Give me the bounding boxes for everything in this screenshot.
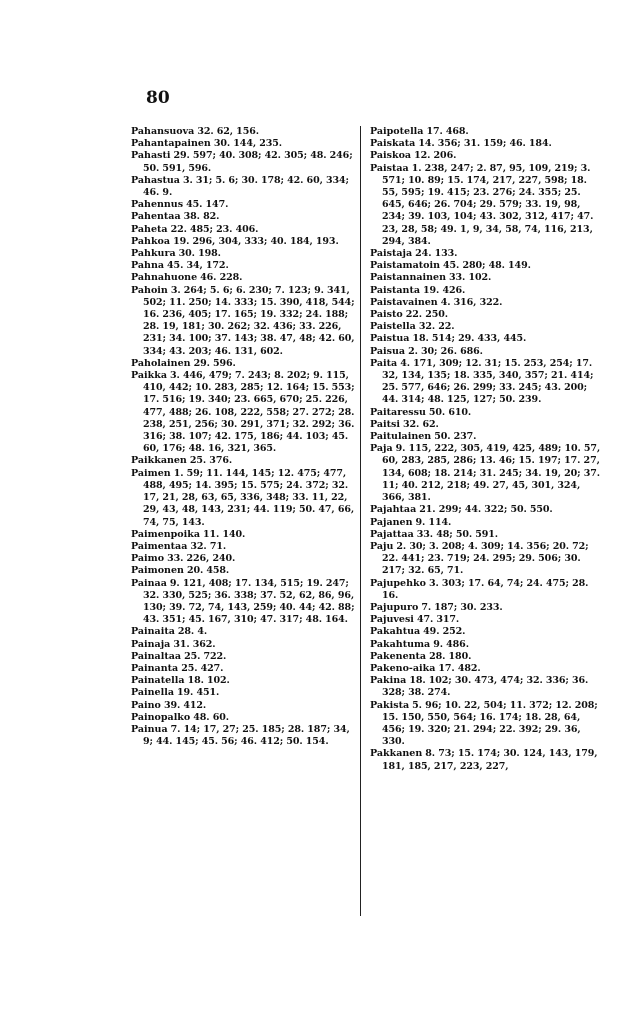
- index-entry: [370, 126, 602, 138]
- index-references: 1. 238, 247; 2. 87, 95, 109, 219; 3. 571; 10. 89; 15. 174, 217, 227, 598; 18. 55, 595; 19. 415; 23. 276; 24. 355; 25. 645, 646; 26. 704; 29. 579; 33. 19, 98, 234; 39. 103, 104; 43. 302, 312, 417; 47. 23, 28, 58; 49. 1, 9, 34, 58, 74, 116, 213, 294, 384.: [382, 162, 594, 247]
- index-references: 20. 458.: [186, 565, 230, 577]
- index-entry: [370, 346, 602, 358]
- index-entry: [370, 663, 602, 675]
- index-entry: [370, 333, 602, 345]
- index-headword: Pahkura: [131, 248, 176, 260]
- index-entry: [370, 138, 602, 150]
- index-headword: Paiskoa: [370, 150, 412, 162]
- index-headword: Pakista: [370, 699, 410, 711]
- index-headword: Paistamatoin: [370, 260, 440, 272]
- index-references: 32. 62, 156.: [197, 126, 259, 137]
- index-headword: Paju: [370, 540, 394, 552]
- index-entry: [370, 285, 602, 297]
- index-entry: [131, 358, 356, 370]
- index-headword: Paistaa: [370, 162, 409, 174]
- index-entry: [131, 651, 356, 663]
- index-headword: Paimenpoika: [131, 528, 200, 540]
- index-headword: Pahentaa: [131, 211, 181, 223]
- index-references: 29. 597; 40. 308; 42. 305; 48. 246; 50. 591, 596.: [143, 150, 353, 174]
- index-entry: [370, 748, 602, 772]
- index-headword: Painopalko: [131, 711, 191, 723]
- index-headword: Paita: [370, 357, 398, 369]
- index-references: 5. 96; 10. 22, 504; 11. 372; 12. 208; 15. 150, 550, 564; 16. 174; 18. 28, 64, 456; 19. 320; 21. 294; 22. 392; 29. 36, 330.: [382, 699, 598, 748]
- index-entry: [370, 407, 602, 419]
- index-references: 31. 362.: [173, 638, 216, 650]
- index-references: 48. 60.: [193, 711, 229, 723]
- index-references: 25. 427.: [181, 662, 224, 674]
- index-entry: [370, 443, 602, 504]
- index-references: 25. 376.: [189, 455, 233, 467]
- index-headword: Paimo: [131, 553, 165, 565]
- index-headword: Paja: [370, 443, 393, 455]
- index-entry: [370, 260, 602, 272]
- index-entry: [131, 272, 356, 284]
- index-entry: [131, 687, 356, 699]
- index-entry: [131, 370, 356, 455]
- index-entry: [131, 712, 356, 724]
- index-references: 3. 303; 17. 64, 74; 24. 475; 28. 16.: [382, 577, 589, 601]
- index-references: 32. 22.: [418, 321, 455, 333]
- index-headword: Pahasti: [131, 150, 171, 162]
- index-headword: Pajattaa: [370, 528, 414, 540]
- index-entry: [131, 675, 356, 687]
- index-references: 32. 62.: [403, 418, 439, 430]
- index-headword: Pakkanen: [370, 748, 423, 760]
- index-entry: [370, 602, 602, 614]
- index-headword: Paiskata: [370, 138, 416, 150]
- index-entry: [370, 675, 602, 699]
- index-entry: [131, 700, 356, 712]
- index-references: 25. 722.: [184, 650, 227, 662]
- index-references: 33. 102.: [449, 272, 492, 284]
- index-references: 19. 451.: [177, 687, 220, 699]
- index-entry: [131, 150, 356, 174]
- index-references: 11. 140.: [203, 528, 246, 540]
- index-headword: Painua: [131, 723, 168, 735]
- index-references: 19. 426.: [423, 284, 466, 296]
- index-entry: [370, 150, 602, 162]
- index-headword: Paisua: [370, 345, 406, 357]
- index-entry: [370, 321, 602, 333]
- index-entry: [370, 626, 602, 638]
- index-headword: Paitsi: [370, 418, 400, 430]
- index-entry: [131, 639, 356, 651]
- index-references: 47. 317.: [416, 614, 460, 626]
- index-entry: [131, 138, 356, 150]
- index-entry: [131, 248, 356, 260]
- index-column-right: [370, 126, 602, 773]
- index-references: 38. 82.: [183, 211, 220, 223]
- index-entry: [131, 199, 356, 211]
- index-entry: [131, 236, 356, 248]
- index-references: 18. 514; 29. 433, 445.: [412, 333, 527, 345]
- index-headword: Pahennus: [131, 199, 184, 211]
- index-entry: [370, 309, 602, 321]
- index-column-left: [131, 126, 356, 748]
- index-entry: [370, 297, 602, 309]
- index-headword: Paistua: [370, 333, 410, 345]
- index-entry: [370, 517, 602, 529]
- index-headword: Pahkoa: [131, 235, 171, 247]
- index-entry: [370, 358, 602, 407]
- index-headword: Pajahtaa: [370, 504, 417, 516]
- index-headword: Paistella: [370, 321, 416, 333]
- index-headword: Paitaressu: [370, 406, 426, 418]
- index-entry: [131, 565, 356, 577]
- index-headword: Paisto: [370, 309, 403, 321]
- index-entry: [370, 504, 602, 516]
- index-entry: [370, 541, 602, 578]
- index-references: 22. 485; 23. 406.: [170, 223, 259, 235]
- index-headword: Painaita: [131, 626, 175, 638]
- index-references: 14. 356; 31. 159; 46. 184.: [418, 138, 552, 150]
- index-headword: Painanta: [131, 662, 179, 674]
- page-number: 80: [146, 88, 170, 108]
- index-headword: Paipotella: [370, 126, 424, 137]
- index-headword: Pakenenta: [370, 650, 427, 662]
- index-headword: Paitulainen: [370, 431, 432, 443]
- index-entry: [131, 468, 356, 529]
- index-entry: [370, 431, 602, 443]
- index-references: 45. 147.: [186, 199, 229, 211]
- index-entry: [131, 529, 356, 541]
- index-entry: [131, 663, 356, 675]
- index-entry: [131, 224, 356, 236]
- index-headword: Paikka: [131, 370, 167, 382]
- index-references: 2. 30; 26. 686.: [408, 345, 483, 357]
- index-headword: Paino: [131, 699, 161, 711]
- index-headword: Paistavainen: [370, 296, 438, 308]
- index-headword: Pakahtua: [370, 626, 421, 638]
- index-headword: Paistaja: [370, 248, 413, 260]
- index-references: 9. 114.: [415, 516, 452, 528]
- index-references: 12. 206.: [414, 150, 457, 162]
- index-references: 3. 31; 5. 6; 30. 178; 42. 60, 334; 46. 9.: [143, 174, 349, 199]
- index-references: 50. 610.: [428, 406, 472, 418]
- index-entry: [370, 651, 602, 663]
- index-references: 18. 102.: [187, 675, 230, 687]
- index-references: 33. 48; 50. 591.: [416, 528, 499, 540]
- index-entry: [370, 614, 602, 626]
- index-references: 7. 14; 17, 27; 25. 185; 28. 187; 34, 9; 44. 145; 45. 56; 46. 412; 50. 154.: [143, 723, 350, 748]
- index-references: 29. 596.: [193, 357, 236, 369]
- index-headword: Pahnahuone: [131, 272, 198, 284]
- index-references: 39. 412.: [163, 699, 207, 711]
- index-references: 46. 228.: [200, 272, 243, 284]
- column-divider: [360, 126, 361, 916]
- index-references: 33. 226, 240.: [167, 553, 236, 565]
- index-references: 24. 133.: [415, 248, 458, 260]
- index-headword: Painatella: [131, 675, 185, 687]
- index-entry: [131, 175, 356, 199]
- index-headword: Paimen: [131, 467, 171, 479]
- index-references: 30. 198.: [178, 248, 221, 260]
- index-entry: [131, 126, 356, 138]
- index-headword: Painaa: [131, 577, 167, 589]
- index-headword: Pahansuova: [131, 126, 195, 137]
- index-references: 3. 264; 5. 6; 6. 230; 7. 123; 9. 341, 502; 11. 250; 14. 333; 15. 390, 418, 544; 16. 236, 405; 17. 165; 19. 332; 24. 188; 28. 19, 181; 30. 262; 32. 436; 33. 226, 231; 34. 100; 37. 143; 38. 47, 48; 42. 60, 334; 43. 203; 46. 131, 602.: [143, 284, 355, 357]
- index-references: 49. 252.: [423, 626, 466, 638]
- index-references: 7. 187; 30. 233.: [421, 601, 503, 613]
- index-references: 3. 446, 479; 7. 243; 8. 202; 9. 115, 410, 442; 10. 283, 285; 12. 164; 15. 553; 17. 516; 19. 340; 23. 665, 670; 25. 226, 477, 488; 26. 108, 222, 558; 27. 272; 28. 238, 251, 256; 30. 291, 371; 32. 292; 36. 316; 38. 107; 42. 175, 186; 44. 103; 45. 60, 176; 48. 16, 321, 365.: [143, 370, 355, 455]
- index-headword: Painella: [131, 687, 174, 699]
- index-entry: [131, 541, 356, 553]
- index-references: 28. 4.: [177, 626, 208, 638]
- index-headword: Paholainen: [131, 357, 191, 369]
- index-headword: Paimentaa: [131, 540, 188, 552]
- index-entry: [370, 529, 602, 541]
- index-entry: [131, 724, 356, 748]
- index-headword: Paimonen: [131, 565, 184, 577]
- index-references: 8. 73; 15. 174; 30. 124, 143, 179, 181, 185, 217, 223, 227,: [382, 748, 598, 772]
- index-references: 17. 482.: [438, 662, 481, 674]
- index-entry: [131, 285, 356, 358]
- index-references: 32. 71.: [190, 540, 227, 552]
- index-headword: Paistannainen: [370, 272, 446, 284]
- index-references: 45. 280; 48. 149.: [443, 260, 531, 272]
- index-entry: [370, 578, 602, 602]
- index-entry: [370, 639, 602, 651]
- index-references: 9. 486.: [433, 638, 469, 650]
- index-headword: Pahoin: [131, 284, 168, 296]
- index-references: 4. 316, 322.: [440, 296, 503, 308]
- index-headword: Paistanta: [370, 284, 420, 296]
- index-headword: Pajupehko: [370, 577, 426, 589]
- index-references: 17. 468.: [426, 126, 469, 137]
- index-references: 50. 237.: [434, 431, 477, 443]
- index-entry: [370, 419, 602, 431]
- index-headword: Pakeno-aika: [370, 662, 436, 674]
- index-headword: Pakahtuma: [370, 638, 431, 650]
- index-references: 30. 144, 235.: [213, 138, 282, 150]
- index-references: 9. 121, 408; 17. 134, 515; 19. 247; 32. 330, 525; 36. 338; 37. 52, 62, 86, 96, 130; 39. 72, 74, 143, 259; 40. 44; 42. 88; 43. 351; 45. 167, 310; 47. 317; 48. 164.: [143, 577, 355, 626]
- index-entry: [131, 211, 356, 223]
- index-headword: Pakina: [370, 675, 407, 687]
- index-headword: Pahna: [131, 260, 165, 272]
- index-entry: [131, 553, 356, 565]
- index-entry: [131, 578, 356, 627]
- index-entry: [131, 260, 356, 272]
- index-references: 28. 180.: [429, 650, 472, 662]
- index-entry: [370, 700, 602, 749]
- index-entry: [131, 455, 356, 467]
- index-references: 2. 30; 3. 208; 4. 309; 14. 356; 20. 72; 22. 441; 23. 719; 24. 295; 29. 506; 30. 217; 32. 65, 71.: [382, 540, 589, 577]
- index-references: 18. 102; 30. 473, 474; 32. 336; 36. 328; 38. 274.: [382, 675, 589, 699]
- index-references: 4. 171, 309; 12. 31; 15. 253, 254; 17. 32, 134, 135; 18. 335, 340, 357; 21. 414; 25. 577, 646; 26. 299; 33. 245; 43. 200; 44. 314; 48. 125, 127; 50. 239.: [382, 357, 594, 406]
- index-headword: Painaja: [131, 638, 171, 650]
- index-references: 22. 250.: [405, 309, 448, 321]
- index-entry: [370, 163, 602, 248]
- index-entry: [370, 272, 602, 284]
- index-headword: Pajuvesi: [370, 614, 414, 626]
- index-headword: Pajupuro: [370, 601, 419, 613]
- index-references: 21. 299; 44. 322; 50. 550.: [419, 504, 553, 516]
- index-entry: [370, 248, 602, 260]
- index-references: 45. 34, 172.: [167, 260, 229, 272]
- index-references: 9. 115, 222, 305, 419, 425, 489; 10. 57, 60, 283, 285, 286; 13. 46; 15. 197; 17. 27, 134, 608; 18. 214; 31. 245; 34. 19, 20; 37. 11; 40. 212, 218; 49. 27, 45, 301, 324, 366, 381.: [382, 443, 601, 504]
- index-headword: Paheta: [131, 223, 168, 235]
- index-headword: Painaltaa: [131, 650, 182, 662]
- index-headword: Paikkanen: [131, 455, 187, 467]
- index-references: 19. 296, 304, 333; 40. 184, 193.: [173, 235, 339, 247]
- index-headword: Pahastua: [131, 174, 180, 186]
- index-headword: Pahantapainen: [131, 138, 211, 150]
- index-headword: Pajanen: [370, 516, 413, 528]
- index-entry: [131, 626, 356, 638]
- index-references: 1. 59; 11. 144, 145; 12. 475; 477, 488, 495; 14. 395; 15. 575; 24. 372; 32. 17, 21, 28, 63, 65, 336, 348; 33. 11, 22, 29, 43, 48, 143, 231; 44. 119; 50. 47, 66, 74, 75, 143.: [143, 467, 355, 528]
